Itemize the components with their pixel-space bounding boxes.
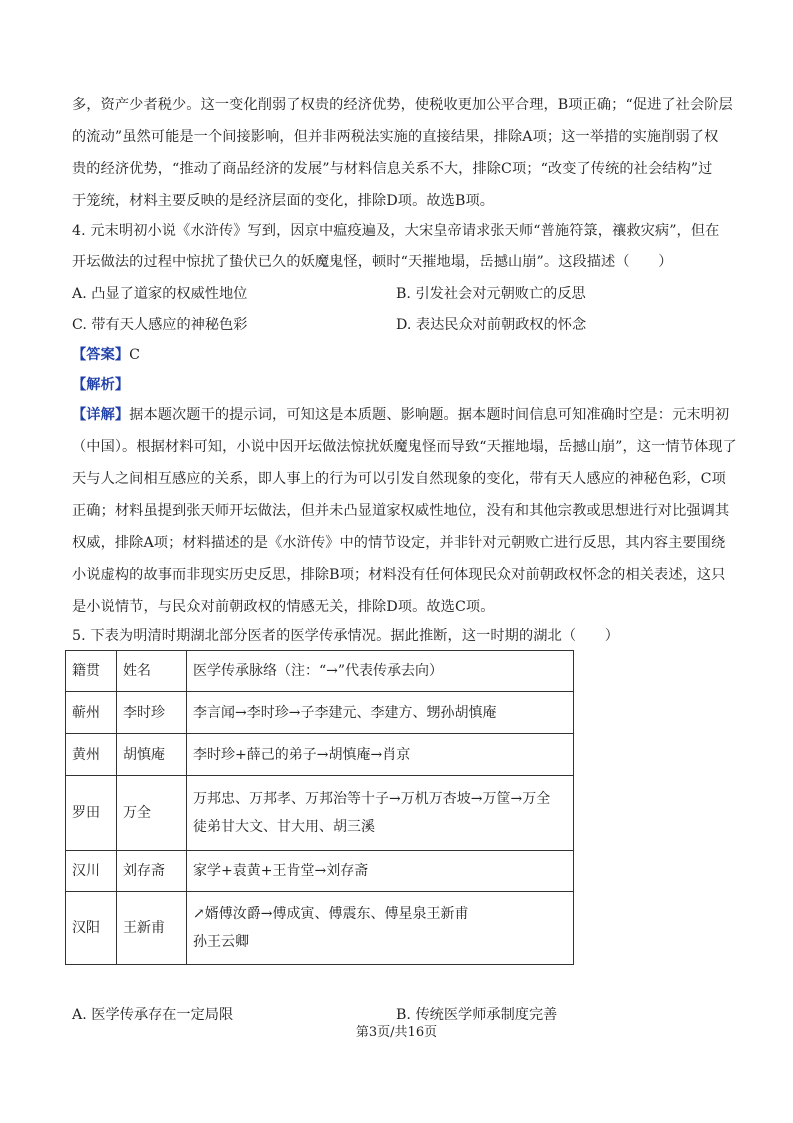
table-header-cell: 籍贯	[66, 651, 117, 692]
table-header-cell: 医学传承脉络（注：“→”代表传承去向）	[187, 651, 574, 692]
detail-line: 天与人之间相互感应的关系，即人事上的行为可以引发自然现象的变化，带有天人感应的神秘色彩，C项	[72, 471, 726, 487]
table-row	[66, 851, 574, 892]
table-cell-place: 汉阳	[66, 892, 117, 965]
table-cell-place: 罗田	[66, 776, 117, 851]
lineage-line: 孙王云卿	[193, 934, 249, 950]
table-cell-lineage	[187, 892, 574, 965]
table-cell-name: 万全	[117, 776, 187, 851]
detail-line: （中国）。根据材料可知，小说中因开坛做法惊扰妖魔鬼怪而导致“天摧地塌，岳撼山崩”，这一情节体现了	[72, 439, 737, 455]
answer-tag: 【答案】	[72, 347, 130, 363]
paragraph-line: 多，资产少者税少。这一变化削弱了权贵的经济优势，使税收更加公平合理，B项正确；“促进了社会阶层	[72, 97, 733, 113]
table-row	[66, 692, 574, 734]
table-cell-name: 胡慎庵	[117, 734, 187, 776]
analysis-line	[72, 375, 129, 395]
analysis-tag: 【解析】	[72, 377, 130, 393]
detail-line	[72, 405, 729, 425]
page-footer: 第3页/共16页	[355, 1025, 438, 1040]
table-header-cell: 姓名	[117, 651, 187, 692]
option-a: A. 凸显了道家的权威性地位	[72, 286, 248, 302]
table-row	[66, 776, 574, 851]
detail-line: 正确；材料虽提到张天师开坛做法，但并未凸显道家权威性地位，没有和其他宗教或思想进行对比强调其	[72, 503, 730, 519]
table-cell-place: 蕲州	[66, 692, 117, 734]
table-header-row	[66, 651, 574, 692]
table-cell-lineage: 李言闻→李时珍→子李建元、李建方、甥孙胡慎庵	[187, 692, 574, 734]
table-cell-lineage	[187, 776, 574, 851]
table-cell-name: 刘存斋	[117, 851, 187, 892]
option-b: B. 传统医学师承制度完善	[396, 1007, 558, 1023]
paragraph-line: 的流动”虽然可能是一个间接影响，但并非两税法实施的直接结果，排除A项；这一举措的实施削弱了权	[72, 129, 719, 145]
table-row	[66, 734, 574, 776]
option-d: D. 表达民众对前朝政权的怀念	[396, 317, 587, 333]
table-cell-place: 黄州	[66, 734, 117, 776]
paragraph-line: 于笼统，材料主要反映的是经济层面的变化，排除D项。故选B项。	[72, 193, 495, 209]
table-cell-lineage: 李时珍+薛己的弟子→胡慎庵→肖京	[187, 734, 574, 776]
detail-line: 权威，排除A项；材料描述的是《水浒传》中的情节设定，并非针对元朝败亡进行反思，其内容主要围绕	[72, 535, 726, 551]
question-4-stem: 开坛做法的过程中惊扰了蛰伏已久的妖魔鬼怪，顿时“天摧地塌，岳撼山崩”。这段描述（ ）	[72, 254, 673, 270]
lineage-line: 徒弟甘大文、甘大用、胡三溪	[193, 819, 375, 835]
table-cell-name: 王新甫	[117, 892, 187, 965]
option-a: A. 医学传承存在一定局限	[72, 1007, 234, 1023]
lineage-line: ↗婿傅汝爵→傅成寅、傅震东、傅星泉王新甫	[193, 906, 469, 922]
table-cell-name: 李时珍	[117, 692, 187, 734]
medical-lineage-table	[65, 650, 574, 965]
table-cell-place: 汉川	[66, 851, 117, 892]
table-row	[66, 892, 574, 965]
question-4-stem: 4. 元末明初小说《水浒传》写到，因京中瘟疫遍及，大宋皇帝请求张天师“普施符箓，禳救灾病”，但在	[72, 223, 720, 239]
table-cell-lineage: 家学+袁黄+王肯堂→刘存斋	[187, 851, 574, 892]
detail-line: 小说虚构的故事而非现实历史反思，排除B项；材料没有任何体现民众对前朝政权怀念的相关表述，这只	[72, 567, 726, 583]
detail-tag: 【详解】	[72, 407, 130, 423]
lineage-line: 万邦忠、万邦孝、万邦治等十子→万机万杏坡→万筐→万全	[193, 791, 551, 807]
paragraph-line: 贵的经济优势，“推动了商品经济的发展”与材料信息关系不大，排除C项；“改变了传统的社会结构”过	[72, 161, 713, 177]
detail-text: 据本题次题干的提示词，可知这是本质题、影响题。据本题时间信息可知准确时空是：元末明初	[129, 407, 730, 423]
answer-line	[72, 345, 140, 365]
answer-value: C	[129, 347, 141, 363]
option-b: B. 引发社会对元朝败亡的反思	[396, 286, 586, 302]
option-c: C. 带有天人感应的神秘色彩	[72, 317, 248, 333]
detail-line: 是小说情节，与民众对前朝政权的情感无关，排除D项。故选C项。	[72, 599, 495, 615]
question-5-stem: 5. 下表为明清时期湖北部分医者的医学传承情况。据此推断，这一时期的湖北（ ）	[72, 628, 619, 644]
